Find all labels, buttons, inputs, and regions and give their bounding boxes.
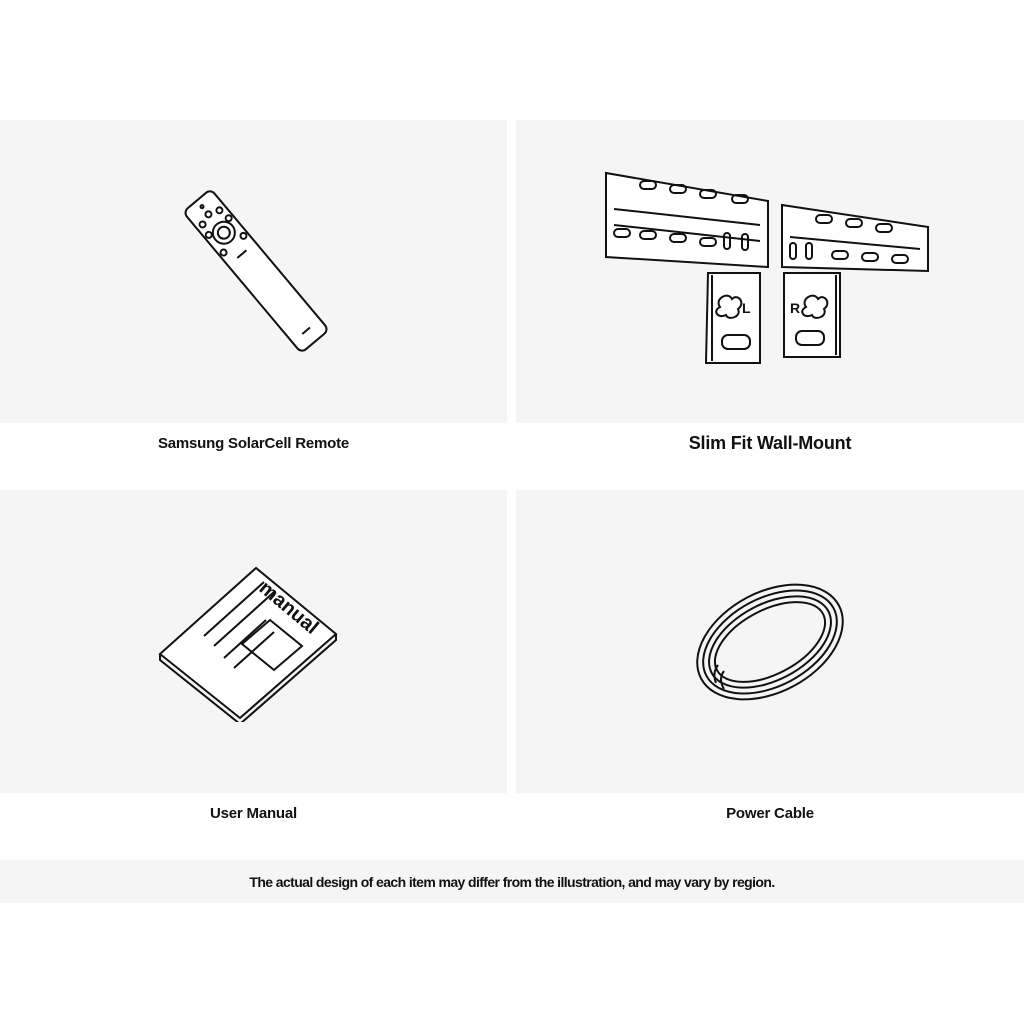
cable-panel [516, 490, 1024, 793]
wall-mount-panel [516, 120, 1024, 423]
item-label-remote: Samsung SolarCell Remote [157, 435, 350, 452]
remote-control-icon [164, 187, 344, 357]
item-label-manual: User Manual [210, 805, 297, 822]
manual-panel [0, 490, 507, 793]
item-label-wall-mount: Slim Fit Wall-Mount [688, 433, 852, 453]
bracket-left-mark: L [742, 299, 751, 316]
power-cable-icon [680, 567, 860, 717]
manual-cover-text: manual [254, 576, 323, 639]
disclaimer-note: The actual design of each item may differ from the illustration, and may vary by region. [0, 860, 1024, 903]
item-label-power-cable: Power Cable [726, 805, 814, 822]
wall-mount-bracket-icon [600, 167, 940, 377]
manual-booklet-icon [154, 562, 354, 722]
remote-panel [0, 120, 507, 423]
bracket-right-mark: R [790, 299, 801, 316]
